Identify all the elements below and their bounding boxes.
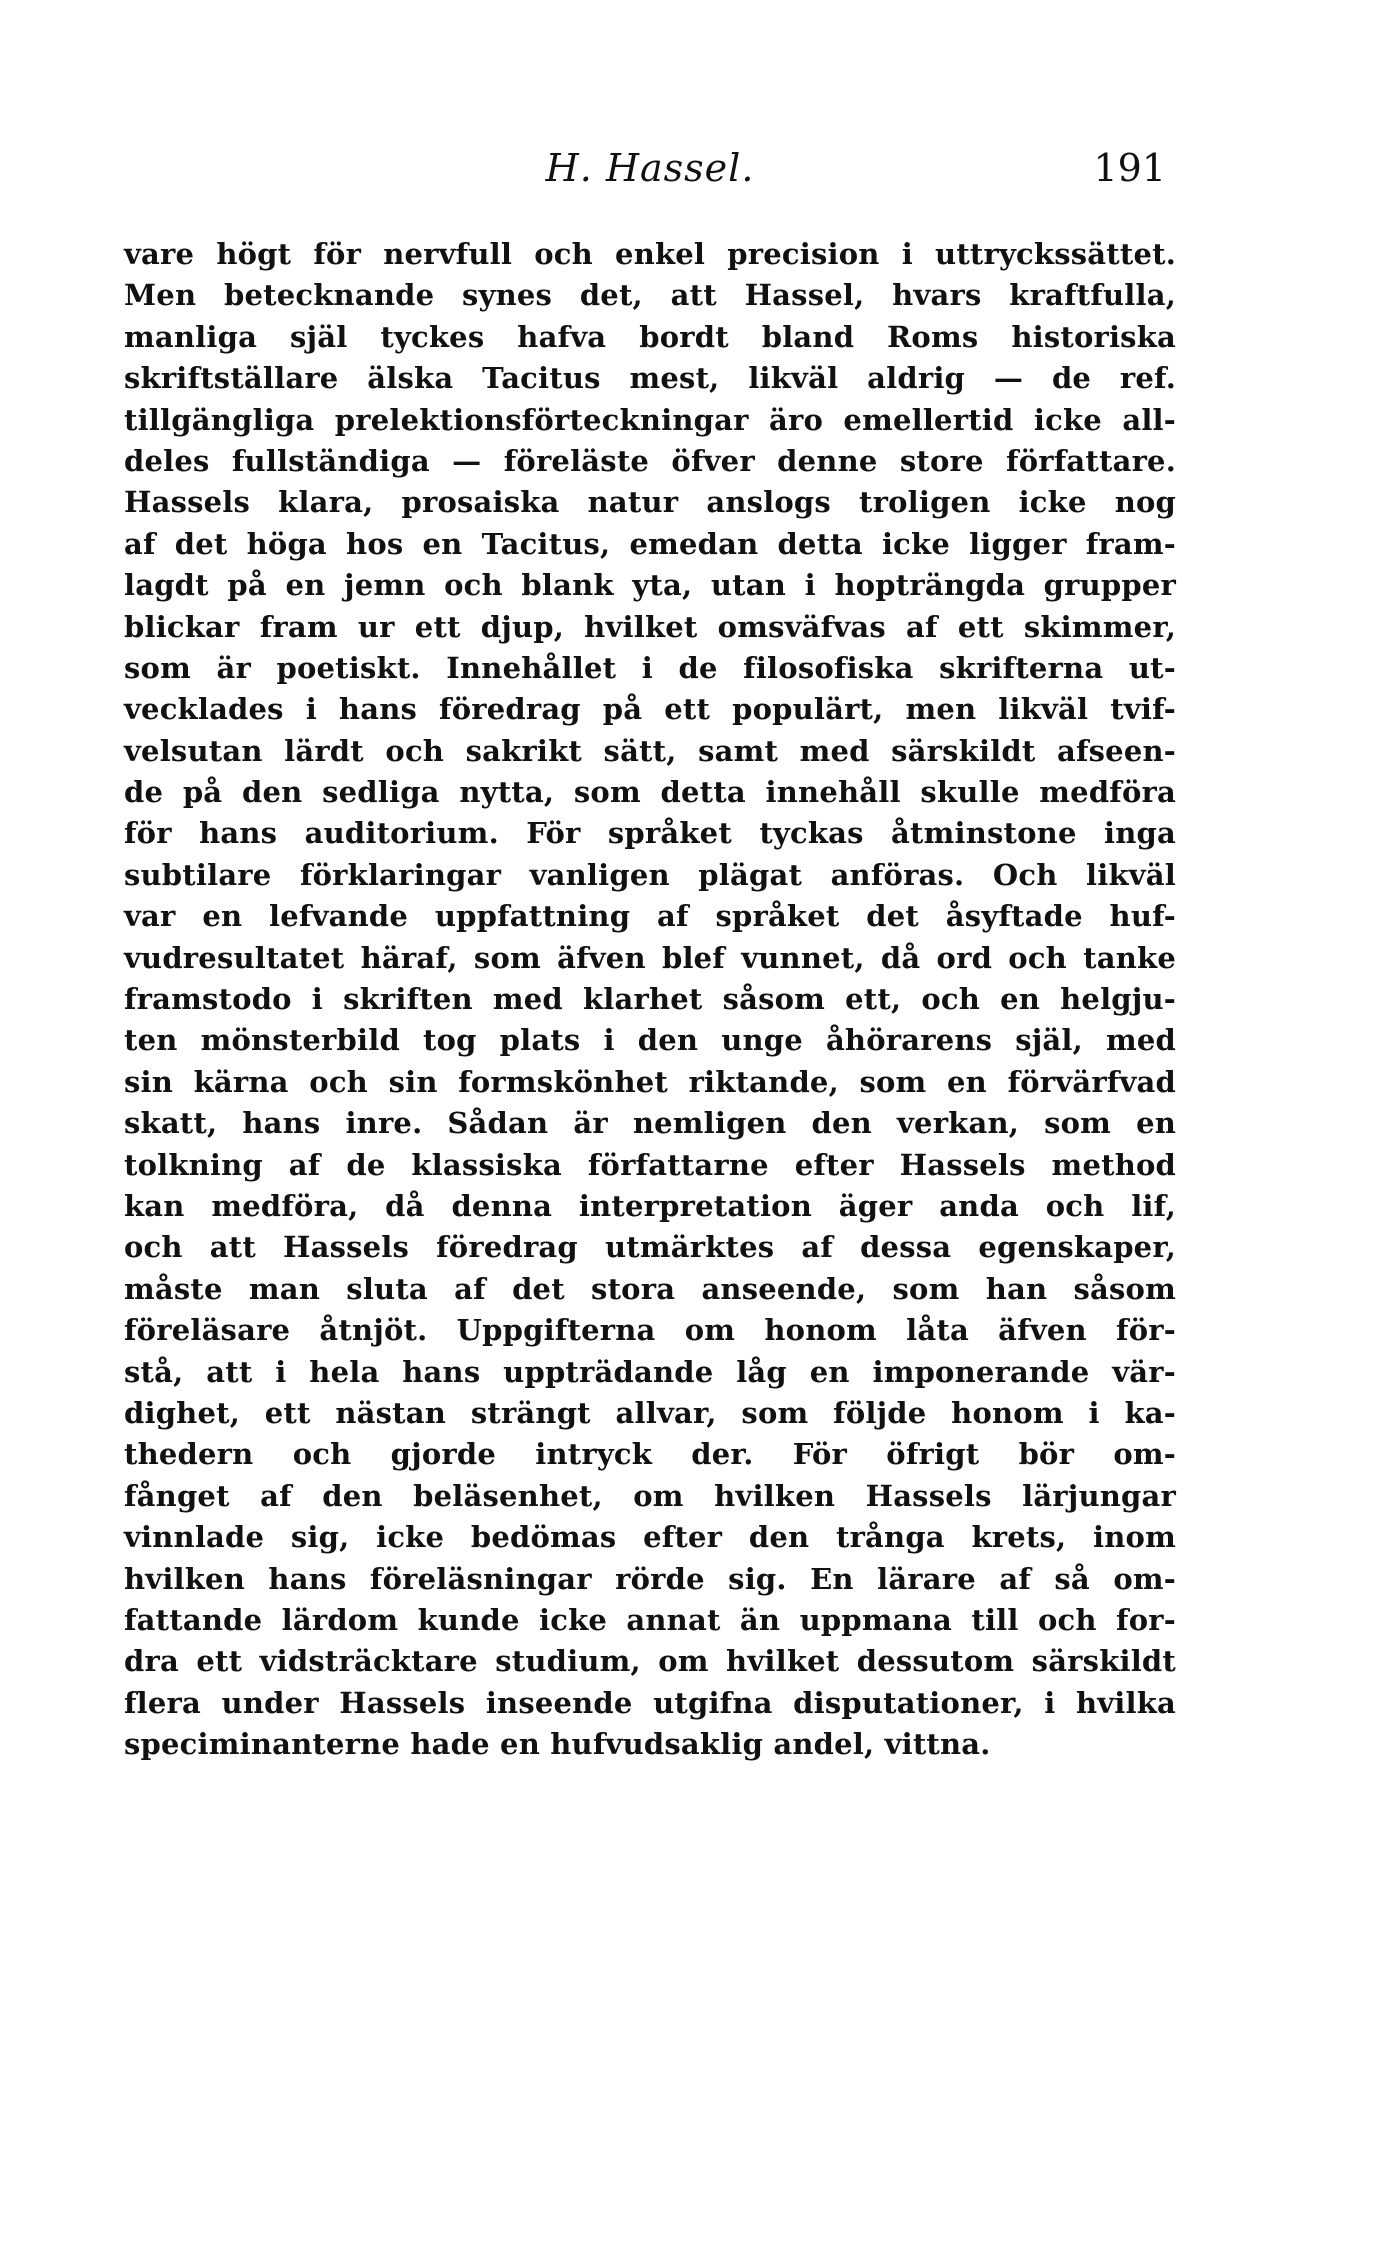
text-line: deles fullständiga — föreläste öfver denne store författare. — [124, 443, 1176, 478]
page-number: 191 — [1093, 146, 1166, 190]
text-line: stå, att i hela hans uppträdande låg en imponerande vär- — [124, 1354, 1176, 1389]
text-line: thedern och gjorde intryck der. För öfrigt bör om- — [124, 1437, 1176, 1472]
text-line: dra ett vidsträcktare studium, om hvilket dessutom särskildt — [124, 1644, 1176, 1679]
text-line: kan medföra, då denna interpretation äger anda och lif, — [124, 1188, 1176, 1223]
text-line: vare högt för nervfull och enkel precision i uttryckssättet. — [124, 237, 1176, 271]
text-line: Men betecknande synes det, att Hassel, hvars kraftfulla, — [124, 278, 1176, 313]
text-line: velsutan lärdt och sakrikt sätt, samt med särskildt afseen- — [124, 733, 1176, 768]
text-line: skriftställare älska Tacitus mest, likväl aldrig — de ref. — [124, 361, 1176, 396]
text-line: och att Hassels föredrag utmärktes af dessa egenskaper, — [124, 1230, 1176, 1265]
page-header — [124, 142, 1176, 202]
text-line: ten mönsterbild tog plats i den unge åhörarens själ, med — [124, 1023, 1176, 1058]
text-line: fattande lärdom kunde icke annat än uppmana till och for- — [124, 1602, 1176, 1637]
text-line: vecklades i hans föredrag på ett populärt, men likväl tvif- — [124, 692, 1176, 727]
text-line: hvilken hans föreläsningar rörde sig. En lärare af så om- — [124, 1561, 1176, 1596]
text-line: som är poetiskt. Innehållet i de filosofiska skrifterna ut- — [124, 650, 1176, 685]
text-line: vudresultatet häraf, som äfven blef vunnet, då ord och tanke — [124, 940, 1176, 975]
text-line: lagdt på en jemn och blank yta, utan i hopträngda grupper — [124, 568, 1176, 603]
text-line: var en lefvande uppfattning af språket det åsyftade huf- — [124, 899, 1176, 934]
text-line: dighet, ett nästan strängt allvar, som följde honom i ka- — [124, 1395, 1176, 1430]
text-line: måste man sluta af det stora anseende, som han såsom — [124, 1271, 1176, 1306]
text-line: af det höga hos en Tacitus, emedan detta icke ligger fram- — [124, 526, 1176, 561]
text-line: Hassels klara, prosaiska natur anslogs troligen icke nog — [124, 485, 1176, 520]
text-line: föreläsare åtnjöt. Uppgifterna om honom låta äfven för- — [124, 1313, 1176, 1348]
text-line: skatt, hans inre. Sådan är nemligen den verkan, som en — [124, 1106, 1176, 1141]
text-line: speciminanterne hade en hufvudsaklig andel, vittna. — [124, 1727, 991, 1762]
text-line: vinnlade sig, icke bedömas efter den trånga krets, inom — [124, 1520, 1176, 1555]
body-text — [124, 234, 1176, 1765]
text-line: flera under Hassels inseende utgifna disputationer, i hvilka — [124, 1685, 1176, 1720]
text-line: tillgängliga prelektionsförteckningar äro emellertid icke all- — [124, 402, 1176, 437]
text-line: de på den sedliga nytta, som detta innehåll skulle medföra — [124, 775, 1176, 810]
text-line: manliga själ tyckes hafva bordt bland Roms historiska — [124, 319, 1176, 354]
text-line: framstodo i skriften med klarhet såsom ett, och en helgju- — [124, 982, 1176, 1017]
text-line: för hans auditorium. För språket tyckas åtminstone inga — [124, 816, 1176, 851]
text-line: blickar fram ur ett djup, hvilket omsväfvas af ett skimmer, — [124, 609, 1176, 644]
text-line: tolkning af de klassiska författarne efter Hassels method — [124, 1147, 1176, 1182]
text-line: fånget af den beläsenhet, om hvilken Hassels lärjungar — [124, 1478, 1176, 1513]
text-line: subtilare förklaringar vanligen plägat anföras. Och likväl — [124, 857, 1176, 892]
text-line: sin kärna och sin formskönhet riktande, som en förvärfvad — [124, 1064, 1176, 1099]
running-head: H. Hassel. — [545, 146, 755, 190]
